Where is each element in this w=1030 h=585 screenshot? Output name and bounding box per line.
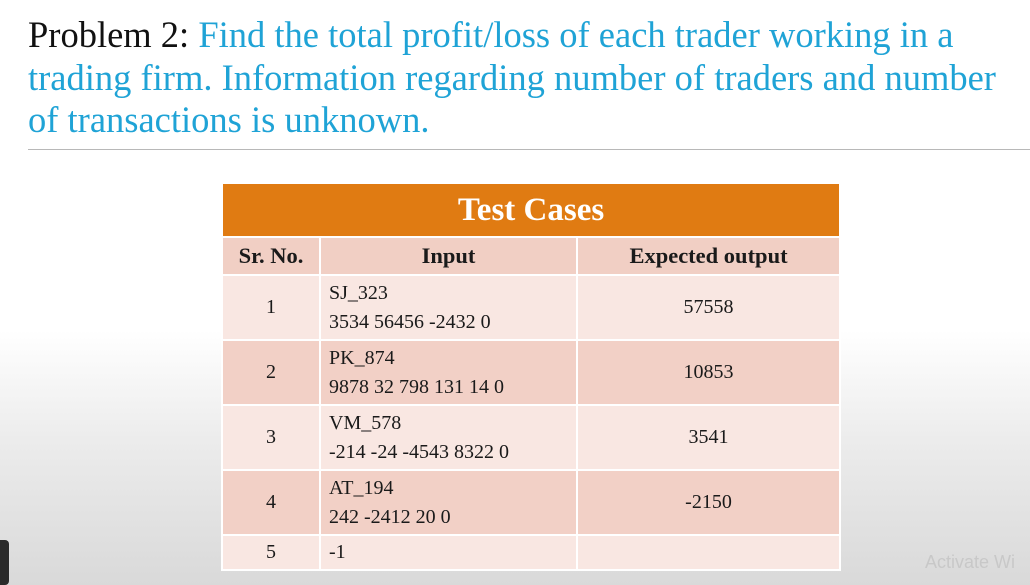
cell-sr-no: 5: [222, 535, 320, 570]
cell-input: [320, 340, 577, 405]
cell-input: [320, 405, 577, 470]
cell-expected-output: 10853: [577, 340, 840, 405]
cell-expected-output: 57558: [577, 275, 840, 340]
input-trader-id: PK_874: [329, 346, 395, 369]
column-header-input: Input: [320, 237, 577, 275]
problem-description: Find the total profit/loss of each trader working in a trading firm. Information regarding number of traders and number of transactions is unknown.: [28, 14, 996, 140]
video-progress-handle[interactable]: [0, 540, 9, 585]
input-transactions: 242 -2412 20 0: [329, 505, 451, 528]
cell-sr-no: 4: [222, 470, 320, 535]
cell-expected-output: -2150: [577, 470, 840, 535]
table-title: Test Cases: [222, 183, 840, 237]
cell-input: [320, 275, 577, 340]
input-transactions: -214 -24 -4543 8322 0: [329, 440, 509, 463]
cell-input: [320, 535, 577, 570]
problem-label: Problem 2:: [28, 14, 190, 55]
problem-title: [28, 14, 1028, 142]
input-trader-id: SJ_323: [329, 281, 388, 304]
cell-expected-output: [577, 535, 840, 570]
cell-input: [320, 470, 577, 535]
column-header-expected-output: Expected output: [577, 237, 840, 275]
cell-sr-no: 1: [222, 275, 320, 340]
input-trader-id: VM_578: [329, 411, 402, 434]
activation-watermark: Activate Wi: [925, 552, 1016, 572]
input-transactions: 9878 32 798 131 14 0: [329, 375, 504, 398]
input-trader-id: -1: [329, 541, 346, 563]
table-row: [222, 275, 840, 340]
column-header-row: [222, 237, 840, 275]
test-cases-table: [221, 182, 841, 571]
table-row: [222, 405, 840, 470]
table-row: [222, 340, 840, 405]
input-trader-id: AT_194: [329, 476, 394, 499]
column-header-sr-no: Sr. No.: [222, 237, 320, 275]
input-transactions: 3534 56456 -2432 0: [329, 310, 491, 333]
cell-sr-no: 2: [222, 340, 320, 405]
table-row: [222, 535, 840, 570]
cell-expected-output: 3541: [577, 405, 840, 470]
title-divider: [28, 149, 1030, 150]
table-row: [222, 470, 840, 535]
cell-sr-no: 3: [222, 405, 320, 470]
